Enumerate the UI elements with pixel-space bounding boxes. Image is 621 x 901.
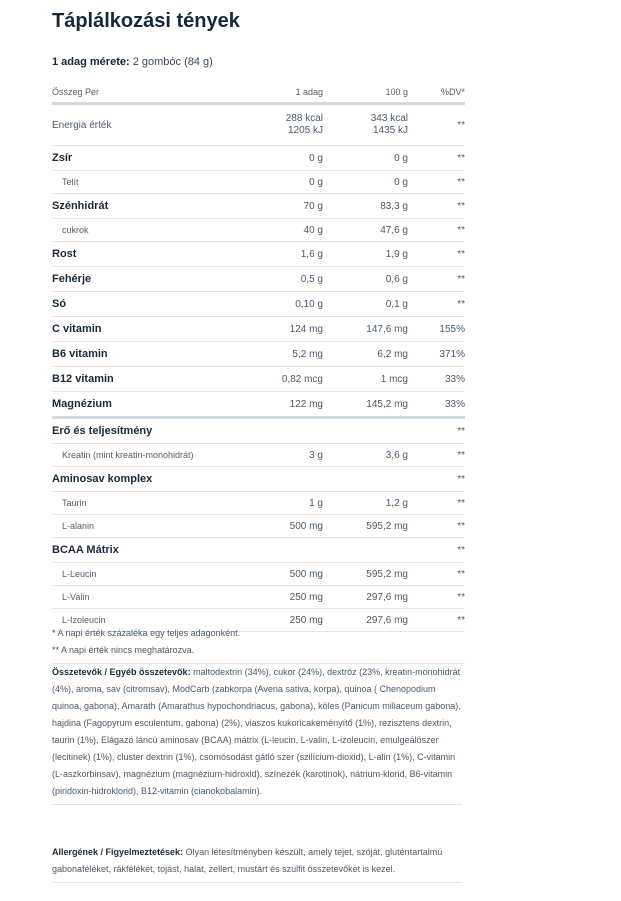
dv-value: ** xyxy=(457,119,465,131)
ingredients xyxy=(52,664,462,805)
footnote-undefined: ** A napi érték nincs meghatározva. xyxy=(52,645,195,655)
footnotes xyxy=(52,625,465,664)
dv-value: ** xyxy=(457,614,465,626)
per-serving-value: 0 g xyxy=(309,176,323,188)
table-row xyxy=(52,392,465,419)
dv-value: 33% xyxy=(444,398,465,410)
ingredients-label: Összetevők / Egyéb összetevők: xyxy=(52,667,191,677)
table-row xyxy=(52,419,465,444)
dv-value: ** xyxy=(457,473,465,485)
serving-size-value: 2 gombóc (84 g) xyxy=(132,56,213,68)
per-serving-value: 3 g xyxy=(309,449,323,461)
nutrient-name: cukrok xyxy=(62,225,89,235)
dv-value: ** xyxy=(457,568,465,580)
per-serving-value-line: 288 kcal xyxy=(285,113,323,124)
per-100g-value: 0,6 g xyxy=(385,273,408,285)
dv-value: ** xyxy=(457,248,465,260)
table-row xyxy=(52,367,465,392)
per-100g-value: 47,6 g xyxy=(380,224,408,236)
per-100g-value: 147,6 mg xyxy=(366,323,408,335)
per-serving-value: 70 g xyxy=(303,200,323,212)
nutrient-name: Fehérje xyxy=(52,273,92,285)
per-serving-value: 124 mg xyxy=(289,323,323,335)
nutrient-name: Só xyxy=(52,298,67,310)
nutrient-name: Energia érték xyxy=(52,119,112,131)
table-row xyxy=(52,219,465,242)
dv-value: ** xyxy=(457,425,465,437)
table-row xyxy=(52,292,465,317)
dv-value: ** xyxy=(457,544,465,556)
per-100g-value: 1,9 g xyxy=(385,248,408,260)
per-100g-value: 595,2 mg xyxy=(366,568,408,580)
nutrient-name: Zsír xyxy=(52,152,73,164)
table-row xyxy=(52,146,465,171)
nutrient-name: Kreatin (mint kreatin-monohidrát) xyxy=(62,450,194,460)
table-row xyxy=(52,586,465,609)
page-title: Táplálkozási tények xyxy=(52,10,240,32)
nutrient-name: BCAA Mátrix xyxy=(52,544,119,556)
nutrient-name: B6 vitamin xyxy=(52,348,108,360)
per-100g-value: 1 mcg xyxy=(380,373,408,385)
dv-value: ** xyxy=(457,298,465,310)
per-serving-value-line: 1205 kJ xyxy=(287,125,323,136)
table-row xyxy=(52,492,465,515)
dv-value: ** xyxy=(457,520,465,532)
table-row xyxy=(52,317,465,342)
nutrient-name: C vitamin xyxy=(52,323,102,335)
per-serving-value: 0,10 g xyxy=(295,298,323,310)
footnote-dv: * A napi érték százaléka egy teljes adagonként. xyxy=(52,628,241,638)
allergens-text: Olyan létesítményben készült, amely tejet, szóját, gluténtartalmú gabonaféléket, rákféléket, tojást, halat, zellert, mustárt és szulfit összetevőket is kezel. xyxy=(52,847,443,874)
nutrition-table xyxy=(52,84,465,632)
nutrient-name: L-Izoleucin xyxy=(62,615,106,625)
per-serving-value: 250 mg xyxy=(289,614,323,626)
dv-value: 155% xyxy=(439,323,465,335)
table-row xyxy=(52,538,465,563)
per-100g-value: 0 g xyxy=(394,152,408,164)
header-per-serving: 1 adag xyxy=(295,87,323,97)
per-serving-value: 0,82 mcg xyxy=(281,373,323,385)
nutrient-name: L-alanin xyxy=(62,521,95,531)
per-serving-value: 250 mg xyxy=(289,591,323,603)
table-row xyxy=(52,515,465,538)
allergens-label: Allergének / Figyelmeztetések: xyxy=(52,847,184,857)
dv-value: ** xyxy=(457,176,465,188)
serving-size xyxy=(52,56,213,68)
per-serving-value: 0,5 g xyxy=(300,273,323,285)
per-serving-value: 122 mg xyxy=(289,398,323,410)
dv-value: ** xyxy=(457,273,465,285)
table-row xyxy=(52,563,465,586)
nutrient-name: B12 vitamin xyxy=(52,373,114,385)
table-header xyxy=(52,84,465,105)
nutrient-name: Taurin xyxy=(62,498,87,508)
nutrient-name: L-Leucin xyxy=(62,569,97,579)
per-100g-value: 1,2 g xyxy=(385,497,408,509)
per-serving-value xyxy=(248,113,323,137)
per-100g-value: 0,1 g xyxy=(385,298,408,310)
dv-value: ** xyxy=(457,200,465,212)
table-row xyxy=(52,171,465,194)
dv-value: ** xyxy=(457,591,465,603)
header-name: Összeg Per xyxy=(52,87,100,97)
per-serving-value: 1,6 g xyxy=(300,248,323,260)
per-100g-value: 297,6 mg xyxy=(366,614,408,626)
per-100g-value: 3,6 g xyxy=(385,449,408,461)
table-row xyxy=(52,105,465,146)
nutrient-name: Telít xyxy=(62,177,79,187)
per-100g-value-line: 1435 kJ xyxy=(372,125,408,136)
table-row xyxy=(52,444,465,467)
table-body xyxy=(52,105,465,632)
per-serving-value: 0 g xyxy=(309,152,323,164)
ingredients-text: maltodextrin (34%), cukor (24%), dextróz (23%, kreatin-monohidrát (4%), aroma, sav (citromsav), ModCarb (zabkorpa (Avena sativa, korpa), quinoa ( Chenopodium quinoa, gabona), Amarath (Amarathus hypochondriacus, gabona), köles (Panicum miliaceum gabona), hajdina (Fagopyrum esculentum, gabona) (2%), viaszos kukoricakeményítő (1%), rezisztens dextrin, taurin (1%), Elágazó láncú aminosav (BCAA) mátrix (L-leucin, L-valin, L-izoleucin, emulgeálószer (lecitinek) (1%), cluster dextrin (1%), csomósodást gátló szer (szilícium-dioxid), L-alin (1%), C-vitamin (L-aszkorbinsav), magnézium (magnézium-hidroxid), színezék (karotinok), nátrium-klorid, B6-vitamin (piridoxin-hidroklorid), B12-vitamin (cianokobalamin). xyxy=(52,667,461,796)
per-serving-value: 1 g xyxy=(309,497,323,509)
per-serving-value: 40 g xyxy=(303,224,323,236)
dv-value: 33% xyxy=(444,373,465,385)
header-dv: %DV* xyxy=(440,87,465,97)
table-row xyxy=(52,342,465,367)
dv-value: ** xyxy=(457,497,465,509)
header-per-100g: 100 g xyxy=(385,87,408,97)
per-100g-value: 297,6 mg xyxy=(366,591,408,603)
nutrient-name: L-Valin xyxy=(62,592,90,602)
per-100g-value xyxy=(323,113,408,137)
per-100g-value: 595,2 mg xyxy=(366,520,408,532)
nutrient-name: Aminosav komplex xyxy=(52,473,153,485)
per-100g-value: 83,3 g xyxy=(380,200,408,212)
dv-value: ** xyxy=(457,152,465,164)
dv-value: ** xyxy=(457,449,465,461)
per-serving-value: 5,2 mg xyxy=(292,348,323,360)
nutrient-name: Magnézium xyxy=(52,398,112,410)
dv-value: 371% xyxy=(439,348,465,360)
table-row xyxy=(52,267,465,292)
per-serving-value: 500 mg xyxy=(289,520,323,532)
table-row xyxy=(52,194,465,219)
per-100g-value: 0 g xyxy=(394,176,408,188)
dv-value: ** xyxy=(457,224,465,236)
nutrient-name: Erő és teljesítmény xyxy=(52,425,153,437)
allergens xyxy=(52,844,462,883)
nutrient-name: Szénhidrát xyxy=(52,200,109,212)
table-row xyxy=(52,242,465,267)
per-serving-value: 500 mg xyxy=(289,568,323,580)
per-100g-value-line: 343 kcal xyxy=(370,113,408,124)
nutrient-name: Rost xyxy=(52,248,77,260)
per-100g-value: 6,2 mg xyxy=(377,348,408,360)
serving-size-label: 1 adag mérete: xyxy=(52,56,130,68)
table-row xyxy=(52,467,465,492)
per-100g-value: 145,2 mg xyxy=(366,398,408,410)
